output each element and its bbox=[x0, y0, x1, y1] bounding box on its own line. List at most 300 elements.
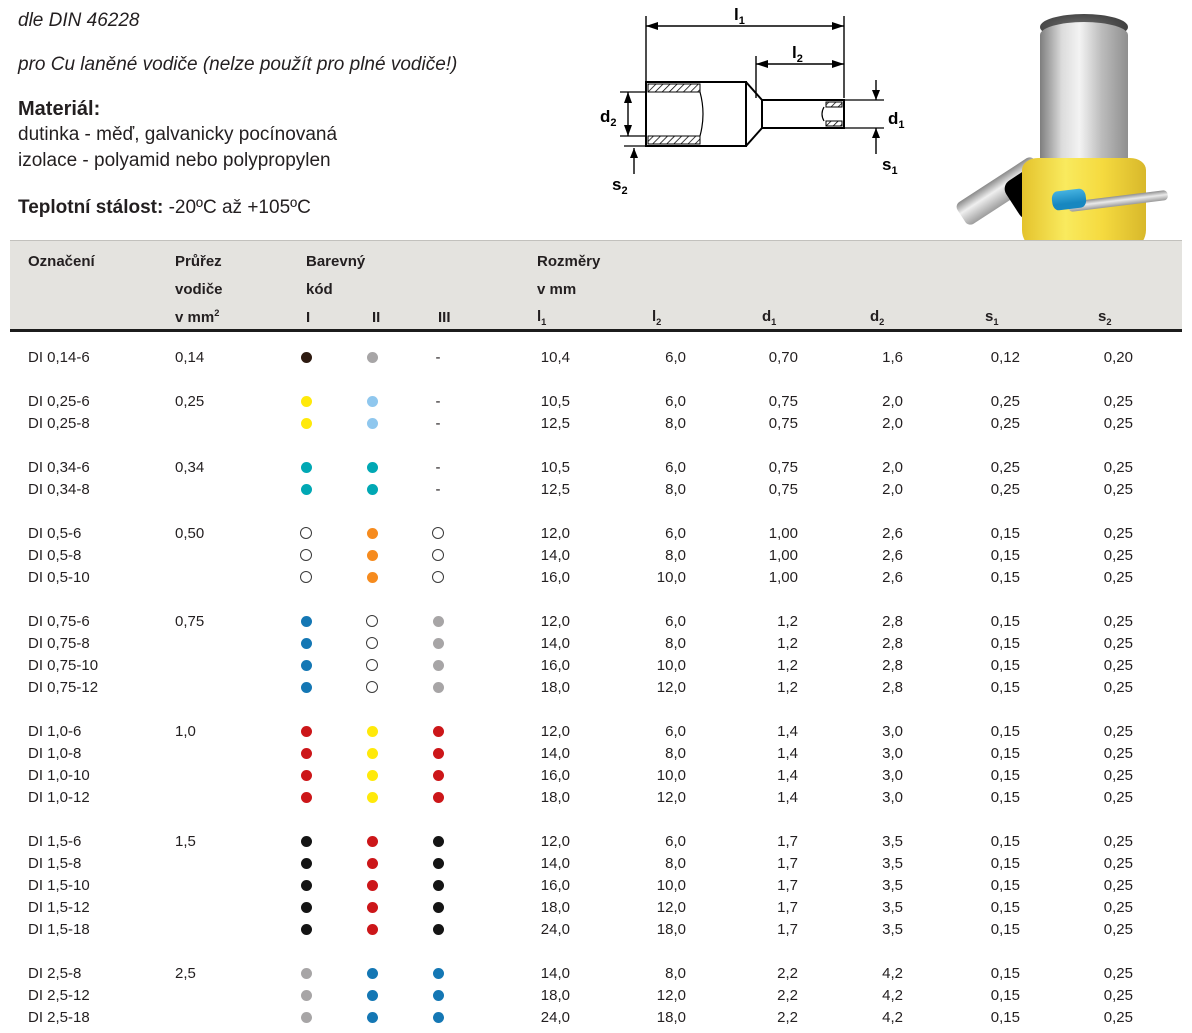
row-name: DI 0,14-6 bbox=[28, 348, 90, 366]
dim-cell: 0,25 bbox=[1103, 964, 1133, 982]
color-dot-gray bbox=[433, 638, 444, 649]
dim-cell: 0,15 bbox=[990, 678, 1020, 696]
dim-cell: 1,6 bbox=[882, 348, 903, 366]
color-dot-gray bbox=[367, 352, 378, 363]
dim-cell: 12,0 bbox=[656, 678, 686, 696]
dim-cell: 1,00 bbox=[768, 546, 798, 564]
color-code-cell bbox=[405, 968, 471, 979]
row-name: DI 0,5-8 bbox=[28, 546, 82, 564]
dim-cell: 18,0 bbox=[540, 986, 570, 1004]
color-code-cell bbox=[273, 418, 339, 429]
dim-cell: 0,25 bbox=[1103, 744, 1133, 762]
dim-cell: 0,25 bbox=[1103, 876, 1133, 894]
color-code-cell bbox=[339, 396, 405, 407]
dim-cell: 14,0 bbox=[540, 744, 570, 762]
dim-cell: 0,25 bbox=[1103, 392, 1133, 410]
color-dot-yellow bbox=[301, 396, 312, 407]
dim-cell: 18,0 bbox=[656, 920, 686, 938]
color-code-cell bbox=[339, 550, 405, 561]
dim-cell: 0,25 bbox=[1103, 920, 1133, 938]
dim-cell: 2,8 bbox=[882, 656, 903, 674]
color-code-cell bbox=[273, 527, 339, 539]
dim-cell: 3,5 bbox=[882, 832, 903, 850]
dim-cell: 0,25 bbox=[1103, 656, 1133, 674]
row-name: DI 1,5-8 bbox=[28, 854, 82, 872]
material-line-1: dutinka - měď, galvanicky pocínovaná bbox=[18, 124, 338, 145]
color-code-cell bbox=[273, 726, 339, 737]
row-cross-section: 0,14 bbox=[175, 348, 205, 366]
dim-cell: 2,2 bbox=[777, 1008, 798, 1026]
dim-cell: 2,0 bbox=[882, 458, 903, 476]
dim-cell: 1,7 bbox=[777, 898, 798, 916]
color-code-cell bbox=[273, 792, 339, 803]
dim-cell: 0,25 bbox=[990, 392, 1020, 410]
color-code-cell bbox=[405, 924, 471, 935]
color-dot-white bbox=[366, 659, 378, 671]
row-name: DI 0,5-6 bbox=[28, 524, 82, 542]
dim-cell: 16,0 bbox=[540, 656, 570, 674]
color-code-cell bbox=[405, 748, 471, 759]
color-code-cell bbox=[339, 659, 405, 671]
dim-cell: 6,0 bbox=[665, 458, 686, 476]
dim-cell: 0,25 bbox=[1103, 722, 1133, 740]
header-code-II: II bbox=[372, 308, 381, 326]
color-dot-blue bbox=[301, 616, 312, 627]
header-prurez: Průřez bbox=[175, 252, 222, 270]
color-dot-gray bbox=[433, 682, 444, 693]
color-code-cell bbox=[273, 660, 339, 671]
table-row bbox=[10, 390, 1182, 412]
table-row bbox=[10, 654, 1182, 676]
color-code-cell bbox=[339, 637, 405, 649]
color-dot-red bbox=[433, 748, 444, 759]
color-dot-teal bbox=[301, 484, 312, 495]
color-dot-orange bbox=[367, 572, 378, 583]
dim-cell: 1,2 bbox=[777, 634, 798, 652]
dim-cell: 0,25 bbox=[990, 480, 1020, 498]
dim-cell: 4,2 bbox=[882, 1008, 903, 1026]
color-dot-teal bbox=[301, 462, 312, 473]
color-code-cell bbox=[273, 462, 339, 473]
dim-cell: 18,0 bbox=[540, 788, 570, 806]
dim-cell: 6,0 bbox=[665, 832, 686, 850]
dim-cell: 0,75 bbox=[768, 458, 798, 476]
dim-cell: 18,0 bbox=[540, 898, 570, 916]
table-header bbox=[10, 240, 1182, 332]
table-row bbox=[10, 764, 1182, 786]
row-cross-section: 1,5 bbox=[175, 832, 196, 850]
row-name: DI 1,0-10 bbox=[28, 766, 90, 784]
dim-cell: 12,0 bbox=[540, 612, 570, 630]
dim-cell: 8,0 bbox=[665, 546, 686, 564]
row-name: DI 0,25-6 bbox=[28, 392, 90, 410]
color-dot-red bbox=[301, 792, 312, 803]
dim-cell: 2,0 bbox=[882, 392, 903, 410]
table-row bbox=[10, 456, 1182, 478]
dim-cell: 0,25 bbox=[1103, 524, 1133, 542]
header-dim-d1: $d_1$ bbox=[762, 307, 777, 327]
color-dot-white bbox=[300, 549, 312, 561]
table-row bbox=[10, 1006, 1182, 1028]
dim-cell: 0,70 bbox=[768, 348, 798, 366]
dim-cell: 0,15 bbox=[990, 876, 1020, 894]
color-dot-black bbox=[433, 836, 444, 847]
color-dot-red bbox=[301, 726, 312, 737]
dim-cell: 12,0 bbox=[540, 832, 570, 850]
photo-large-ferrule-tube bbox=[1040, 22, 1128, 174]
color-code-cell bbox=[339, 418, 405, 429]
row-name: DI 1,5-6 bbox=[28, 832, 82, 850]
color-code-cell bbox=[273, 836, 339, 847]
color-dot-yellow bbox=[367, 770, 378, 781]
dim-cell: 0,25 bbox=[1103, 480, 1133, 498]
color-dot-white bbox=[300, 527, 312, 539]
dim-cell: 8,0 bbox=[665, 744, 686, 762]
row-cross-section: 0,25 bbox=[175, 392, 205, 410]
header-dim-s2: $s_2$ bbox=[1098, 307, 1112, 327]
color-code-cell: - bbox=[435, 480, 441, 498]
dim-cell: 0,15 bbox=[990, 612, 1020, 630]
dim-cell: 0,15 bbox=[990, 766, 1020, 784]
color-code-cell bbox=[339, 748, 405, 759]
color-dot-black bbox=[433, 880, 444, 891]
dim-cell: 3,5 bbox=[882, 920, 903, 938]
dim-cell: 3,0 bbox=[882, 788, 903, 806]
dim-cell: 1,2 bbox=[777, 656, 798, 674]
row-name: DI 0,75-6 bbox=[28, 612, 90, 630]
color-code-cell bbox=[339, 572, 405, 583]
dim-cell: 0,15 bbox=[990, 920, 1020, 938]
color-code-cell bbox=[339, 968, 405, 979]
dim-cell: 1,2 bbox=[777, 612, 798, 630]
dim-label-s2: $s_2$ bbox=[612, 175, 628, 197]
dim-cell: 2,2 bbox=[777, 986, 798, 1004]
dim-cell: 2,0 bbox=[882, 414, 903, 432]
color-code-cell bbox=[405, 792, 471, 803]
dim-cell: 0,20 bbox=[1103, 348, 1133, 366]
color-dot-red bbox=[367, 836, 378, 847]
row-name: DI 0,34-6 bbox=[28, 458, 90, 476]
color-dot-red bbox=[433, 726, 444, 737]
color-code-cell bbox=[273, 902, 339, 913]
dim-cell: 1,4 bbox=[777, 788, 798, 806]
table-row bbox=[10, 346, 1182, 368]
color-code-cell bbox=[273, 549, 339, 561]
header-dim-s1: $s_1$ bbox=[985, 307, 999, 327]
table-row bbox=[10, 676, 1182, 698]
dim-cell: 12,0 bbox=[540, 722, 570, 740]
header-dim-d2: $d_2$ bbox=[870, 307, 885, 327]
table-row bbox=[10, 874, 1182, 896]
temperature-value: -20ºC až +105ºC bbox=[163, 197, 311, 218]
color-dot-gray bbox=[301, 990, 312, 1001]
dim-cell: 10,0 bbox=[656, 766, 686, 784]
color-code-cell bbox=[405, 549, 471, 561]
dim-cell: 2,8 bbox=[882, 634, 903, 652]
color-dot-white bbox=[432, 549, 444, 561]
color-code-cell bbox=[273, 571, 339, 583]
dim-cell: 12,0 bbox=[656, 986, 686, 1004]
usage-note: pro Cu laněné vodiče (nelze použít pro plné vodiče!) bbox=[18, 54, 458, 75]
color-dot-gray bbox=[301, 968, 312, 979]
diagram-svg bbox=[596, 2, 916, 200]
color-code-cell bbox=[339, 792, 405, 803]
dim-cell: 0,15 bbox=[990, 656, 1020, 674]
color-code-cell bbox=[339, 902, 405, 913]
header-barevny: Barevný bbox=[306, 252, 366, 270]
color-code-cell bbox=[405, 990, 471, 1001]
dim-cell: 6,0 bbox=[665, 612, 686, 630]
table-row bbox=[10, 478, 1182, 500]
dim-cell: 1,4 bbox=[777, 722, 798, 740]
color-code-cell bbox=[339, 836, 405, 847]
row-name: DI 1,0-6 bbox=[28, 722, 82, 740]
table-row bbox=[10, 412, 1182, 434]
row-name: DI 0,75-8 bbox=[28, 634, 90, 652]
color-code-cell bbox=[339, 528, 405, 539]
table-body bbox=[10, 346, 1182, 1028]
dim-cell: 10,4 bbox=[540, 348, 570, 366]
dim-cell: 10,5 bbox=[540, 392, 570, 410]
color-code-cell bbox=[273, 682, 339, 693]
dim-cell: 0,15 bbox=[990, 1008, 1020, 1026]
color-code-cell bbox=[339, 880, 405, 891]
color-dot-blue bbox=[367, 968, 378, 979]
color-dot-red bbox=[367, 858, 378, 869]
dim-cell: 0,15 bbox=[990, 832, 1020, 850]
dim-cell: 14,0 bbox=[540, 634, 570, 652]
color-dot-yellow bbox=[367, 726, 378, 737]
color-code-cell bbox=[405, 770, 471, 781]
dim-cell: 8,0 bbox=[665, 634, 686, 652]
dim-cell: 14,0 bbox=[540, 964, 570, 982]
color-dot-red bbox=[433, 770, 444, 781]
dim-cell: 0,15 bbox=[990, 788, 1020, 806]
dim-cell: 0,12 bbox=[990, 348, 1020, 366]
header-code-III: III bbox=[438, 308, 451, 326]
color-code-cell bbox=[405, 726, 471, 737]
color-code-cell bbox=[339, 770, 405, 781]
color-code-cell bbox=[273, 484, 339, 495]
dim-cell: 3,0 bbox=[882, 744, 903, 762]
dim-cell: 3,0 bbox=[882, 766, 903, 784]
dim-cell: 0,15 bbox=[990, 898, 1020, 916]
header-vodice: vodiče bbox=[175, 280, 223, 298]
color-dot-black bbox=[433, 902, 444, 913]
dim-cell: 8,0 bbox=[665, 964, 686, 982]
color-code-cell bbox=[273, 990, 339, 1001]
color-dot-orange bbox=[367, 528, 378, 539]
header-code-I: I bbox=[306, 308, 311, 326]
material-label: Materiál: bbox=[18, 98, 101, 120]
color-code-cell bbox=[405, 660, 471, 671]
table-row bbox=[10, 720, 1182, 742]
dim-cell: 8,0 bbox=[665, 480, 686, 498]
color-code-cell bbox=[405, 527, 471, 539]
standard-reference: dle DIN 46228 bbox=[18, 10, 140, 31]
dim-cell: 2,6 bbox=[882, 524, 903, 542]
color-dot-white bbox=[366, 615, 378, 627]
dim-cell: 0,25 bbox=[1103, 788, 1133, 806]
dim-cell: 12,5 bbox=[540, 414, 570, 432]
row-cross-section: 1,0 bbox=[175, 722, 196, 740]
color-dot-red bbox=[301, 770, 312, 781]
row-name: DI 0,5-10 bbox=[28, 568, 90, 586]
color-code-cell bbox=[339, 352, 405, 363]
temperature-range bbox=[18, 197, 311, 219]
color-code-cell bbox=[273, 638, 339, 649]
color-code-cell bbox=[405, 682, 471, 693]
row-name: DI 0,34-8 bbox=[28, 480, 90, 498]
dim-cell: 16,0 bbox=[540, 876, 570, 894]
dim-cell: 0,25 bbox=[1103, 678, 1133, 696]
dim-cell: 0,15 bbox=[990, 568, 1020, 586]
color-code-cell bbox=[339, 484, 405, 495]
dim-cell: 3,5 bbox=[882, 854, 903, 872]
dim-cell: 10,0 bbox=[656, 656, 686, 674]
dim-cell: 0,25 bbox=[1103, 986, 1133, 1004]
row-cross-section: 0,34 bbox=[175, 458, 205, 476]
dim-cell: 14,0 bbox=[540, 854, 570, 872]
dim-cell: 0,25 bbox=[990, 458, 1020, 476]
dim-cell: 8,0 bbox=[665, 854, 686, 872]
row-cross-section: 2,5 bbox=[175, 964, 196, 982]
color-dot-blue bbox=[301, 638, 312, 649]
color-code-cell bbox=[273, 616, 339, 627]
color-dot-gray bbox=[433, 616, 444, 627]
dim-cell: 12,0 bbox=[656, 788, 686, 806]
dim-cell: 0,15 bbox=[990, 744, 1020, 762]
dim-cell: 6,0 bbox=[665, 392, 686, 410]
dim-cell: 0,15 bbox=[990, 546, 1020, 564]
color-dot-red bbox=[433, 792, 444, 803]
row-name: DI 0,25-8 bbox=[28, 414, 90, 432]
dim-cell: 0,25 bbox=[1103, 546, 1133, 564]
color-dot-teal bbox=[367, 462, 378, 473]
table-row bbox=[10, 852, 1182, 874]
color-code-cell bbox=[273, 858, 339, 869]
color-code-cell bbox=[339, 858, 405, 869]
dim-cell: 2,8 bbox=[882, 612, 903, 630]
row-cross-section: 0,75 bbox=[175, 612, 205, 630]
color-code-cell bbox=[405, 836, 471, 847]
color-code-cell bbox=[273, 968, 339, 979]
table-row bbox=[10, 830, 1182, 852]
color-code-cell bbox=[273, 396, 339, 407]
color-code-cell bbox=[273, 748, 339, 759]
dim-label-l1: $l_1$ bbox=[734, 5, 745, 27]
table-row bbox=[10, 522, 1182, 544]
row-name: DI 2,5-18 bbox=[28, 1008, 90, 1026]
color-code-cell: - bbox=[435, 414, 441, 432]
header-dim-l1: $l_1$ bbox=[537, 307, 547, 327]
dim-cell: 0,15 bbox=[990, 524, 1020, 542]
table-row bbox=[10, 742, 1182, 764]
color-dot-red bbox=[301, 748, 312, 759]
dim-cell: 24,0 bbox=[540, 1008, 570, 1026]
color-code-cell bbox=[339, 681, 405, 693]
dim-cell: 1,2 bbox=[777, 678, 798, 696]
row-name: DI 0,75-12 bbox=[28, 678, 99, 696]
dim-cell: 12,0 bbox=[540, 524, 570, 542]
color-dot-black bbox=[301, 880, 312, 891]
color-dot-yellow bbox=[367, 748, 378, 759]
dim-cell: 10,0 bbox=[656, 568, 686, 586]
dim-cell: 4,2 bbox=[882, 964, 903, 982]
color-code-cell: - bbox=[435, 458, 441, 476]
dim-cell: 1,00 bbox=[768, 568, 798, 586]
color-dot-black bbox=[301, 902, 312, 913]
color-dot-darkbrown bbox=[301, 352, 312, 363]
dim-cell: 0,25 bbox=[1103, 634, 1133, 652]
color-dot-black bbox=[433, 858, 444, 869]
color-dot-lightblue bbox=[367, 418, 378, 429]
color-code-cell bbox=[339, 462, 405, 473]
dim-cell: 1,4 bbox=[777, 744, 798, 762]
row-name: DI 2,5-12 bbox=[28, 986, 90, 1004]
dim-cell: 8,0 bbox=[665, 414, 686, 432]
dim-cell: 10,0 bbox=[656, 876, 686, 894]
dim-cell: 0,25 bbox=[1103, 766, 1133, 784]
dim-cell: 1,00 bbox=[768, 524, 798, 542]
color-code-cell bbox=[339, 726, 405, 737]
dim-cell: 2,6 bbox=[882, 568, 903, 586]
dim-cell: 1,7 bbox=[777, 854, 798, 872]
color-dot-red bbox=[367, 924, 378, 935]
dim-cell: 0,25 bbox=[1103, 458, 1133, 476]
header-kod: kód bbox=[306, 280, 333, 298]
color-code-cell bbox=[405, 880, 471, 891]
dim-cell: 0,15 bbox=[990, 722, 1020, 740]
row-cross-section: 0,50 bbox=[175, 524, 205, 542]
color-dot-yellow bbox=[367, 792, 378, 803]
table-row bbox=[10, 566, 1182, 588]
dim-cell: 0,25 bbox=[990, 414, 1020, 432]
color-code-cell: - bbox=[435, 392, 441, 410]
dim-cell: 0,25 bbox=[1103, 612, 1133, 630]
row-name: DI 0,75-10 bbox=[28, 656, 99, 674]
dim-cell: 0,15 bbox=[990, 854, 1020, 872]
dim-cell: 4,2 bbox=[882, 986, 903, 1004]
material-line-2: izolace - polyamid nebo polypropylen bbox=[18, 150, 331, 171]
color-code-cell bbox=[339, 615, 405, 627]
header-v-mm2: v $mm^2$ bbox=[175, 308, 220, 326]
product-photo bbox=[982, 6, 1187, 228]
row-name: DI 1,5-12 bbox=[28, 898, 90, 916]
dim-cell: 1,7 bbox=[777, 920, 798, 938]
color-dot-blue bbox=[433, 1012, 444, 1023]
dim-cell: 2,8 bbox=[882, 678, 903, 696]
color-dot-black bbox=[301, 836, 312, 847]
dim-label-s1: $s_1$ bbox=[882, 155, 898, 177]
color-code-cell bbox=[273, 880, 339, 891]
color-dot-gray bbox=[301, 1012, 312, 1023]
dim-cell: 0,25 bbox=[1103, 832, 1133, 850]
dim-cell: 0,75 bbox=[768, 392, 798, 410]
color-dot-white bbox=[366, 637, 378, 649]
dim-cell: 3,5 bbox=[882, 876, 903, 894]
dim-label-d2: $d_2$ bbox=[600, 107, 617, 129]
dim-label-d1: $d_1$ bbox=[888, 109, 905, 131]
table-row bbox=[10, 632, 1182, 654]
color-code-cell bbox=[273, 770, 339, 781]
table-row bbox=[10, 984, 1182, 1006]
temperature-label: Teplotní stálost: bbox=[18, 197, 164, 218]
dim-cell: 2,2 bbox=[777, 964, 798, 982]
dim-cell: 0,25 bbox=[1103, 1008, 1133, 1026]
dim-cell: 0,15 bbox=[990, 964, 1020, 982]
table-row bbox=[10, 786, 1182, 808]
